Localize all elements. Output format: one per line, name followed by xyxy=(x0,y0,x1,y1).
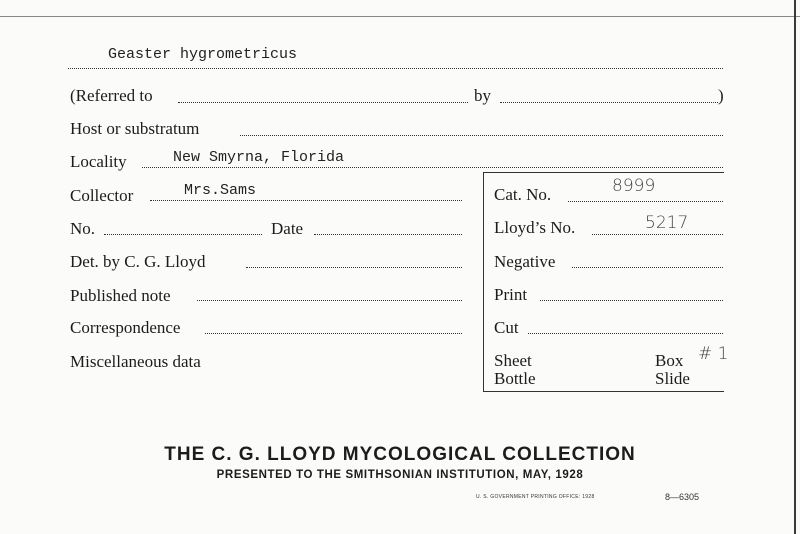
collection-subtitle: PRESENTED TO THE SMITHSONIAN INSTITUTION, MAY, 1928 xyxy=(216,469,584,481)
cut-label: Cut xyxy=(494,318,519,337)
printing-office-imprint: U. S. GOVERNMENT PRINTING OFFICE: 1928 xyxy=(476,494,595,500)
collection-title: THE C. G. LLOYD MYCOLOGICAL COLLECTION xyxy=(164,444,636,465)
bottle-label: Bottle xyxy=(494,369,536,388)
miscellaneous-label: Miscellaneous data xyxy=(70,352,201,371)
referred-close-paren: ) xyxy=(718,86,724,105)
determined-by-label: Det. by C. G. Lloyd xyxy=(70,252,206,271)
card-top-edge xyxy=(0,0,800,17)
sheet-label: Sheet xyxy=(494,351,532,370)
slide-label: Slide xyxy=(655,369,690,388)
date-line xyxy=(314,234,462,235)
print-line xyxy=(540,300,723,301)
correspondence-label: Correspondence xyxy=(70,318,181,337)
collector-line xyxy=(150,200,462,201)
determined-by-line xyxy=(246,267,462,268)
locality-line xyxy=(142,167,723,168)
published-note-label: Published note xyxy=(70,286,171,305)
host-label: Host or substratum xyxy=(70,119,200,138)
referred-to-label: (Referred to xyxy=(70,86,153,105)
number-line xyxy=(104,234,262,235)
date-label: Date xyxy=(271,219,304,238)
lloyds-no-line xyxy=(592,234,723,235)
cut-line xyxy=(528,333,723,334)
negative-label: Negative xyxy=(494,252,556,271)
box-value: # 1 xyxy=(698,344,729,364)
lloyds-no-label: Lloyd’s No. xyxy=(494,218,576,237)
host-line xyxy=(240,135,723,136)
number-label: No. xyxy=(70,219,96,238)
referred-to-line xyxy=(178,102,468,103)
published-note-line xyxy=(197,300,462,301)
cat-no-line xyxy=(568,201,723,202)
species-line xyxy=(68,68,723,69)
locality-label: Locality xyxy=(70,152,127,171)
cat-no-label: Cat. No. xyxy=(494,185,552,204)
species-name: Geaster hygrometricus xyxy=(108,46,298,63)
referred-by-line xyxy=(500,102,718,103)
referred-by-label: by xyxy=(474,86,491,105)
form-code: 8—6305 xyxy=(665,492,700,502)
negative-line xyxy=(572,267,723,268)
collector-label: Collector xyxy=(70,186,134,205)
cat-no-value: 8999 xyxy=(612,176,656,196)
lloyds-no-value: 5217 xyxy=(645,213,689,233)
locality-value: New Smyrna, Florida xyxy=(173,149,345,166)
correspondence-line xyxy=(205,333,462,334)
box-label: Box xyxy=(655,351,684,370)
print-label: Print xyxy=(494,285,528,304)
collector-value: Mrs.Sams xyxy=(184,182,257,199)
